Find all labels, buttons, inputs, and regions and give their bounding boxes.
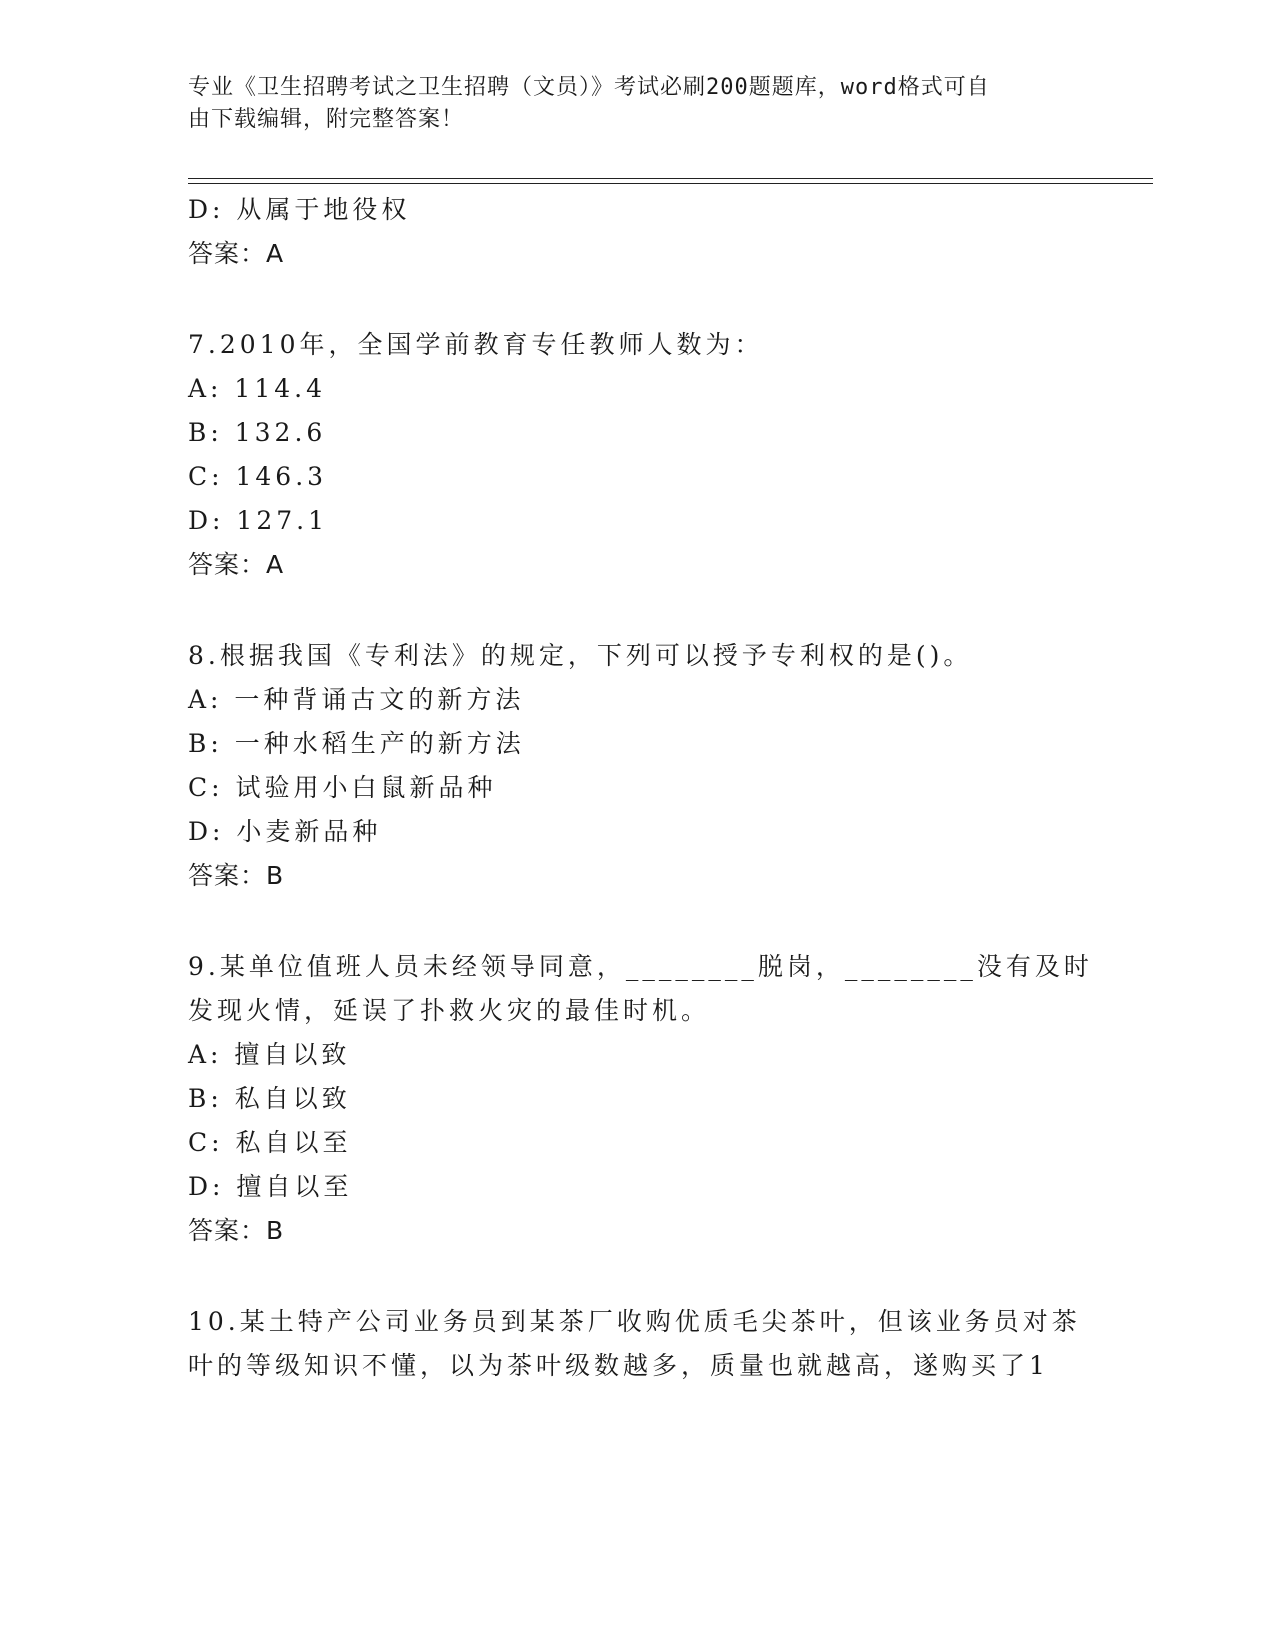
q7-answer: 答案：A	[188, 550, 285, 579]
q9-option-d: D: 擅自以至	[188, 1172, 353, 1201]
q8-answer: 答案：B	[188, 861, 285, 890]
q8-option-c: C: 试验用小白鼠新品种	[188, 773, 497, 802]
q9-stem-line-1: 9.某单位值班人员未经领导同意，________脱岗，________没有及时	[188, 952, 1093, 981]
q8-option-b: B: 一种水稻生产的新方法	[188, 729, 525, 758]
q10-stem-line-2: 叶的等级知识不懂，以为茶叶级数越多，质量也就越高，遂购买了1	[188, 1351, 1049, 1380]
q7-stem: 7.2010年，全国学前教育专任教师人数为：	[188, 330, 764, 359]
q7-option-b: B: 132.6	[188, 418, 327, 447]
q9-answer: 答案：B	[188, 1216, 285, 1245]
q8-stem: 8.根据我国《专利法》的规定，下列可以授予专利权的是()。	[188, 641, 973, 670]
document-header	[188, 72, 1068, 136]
q9-option-b: B: 私自以致	[188, 1084, 351, 1113]
q10-stem-line-1: 10.某土特产公司业务员到某茶厂收购优质毛尖茶叶，但该业务员对茶	[188, 1307, 1081, 1336]
header-divider-top	[188, 178, 1153, 179]
q6-answer: 答案：A	[188, 239, 285, 268]
q8-option-d: D: 小麦新品种	[188, 817, 382, 846]
header-divider-bottom	[188, 183, 1153, 184]
q7-option-c: C: 146.3	[188, 462, 328, 491]
q7-option-d: D: 127.1	[188, 506, 328, 535]
q8-option-a: A: 一种背诵古文的新方法	[188, 685, 525, 714]
q9-option-c: C: 私自以至	[188, 1128, 352, 1157]
q7-option-a: A: 114.4	[188, 374, 326, 403]
q6-option-d: D: 从属于地役权	[188, 195, 411, 224]
header-line-1: 专业《卫生招聘考试之卫生招聘（文员）》考试必刷200题题库，word格式可自	[188, 75, 990, 100]
q9-stem-line-2: 发现火情，延误了扑救火灾的最佳时机。	[188, 996, 711, 1025]
q9-option-a: A: 擅自以致	[188, 1040, 351, 1069]
header-line-2: 由下载编辑，附完整答案！	[188, 107, 465, 132]
